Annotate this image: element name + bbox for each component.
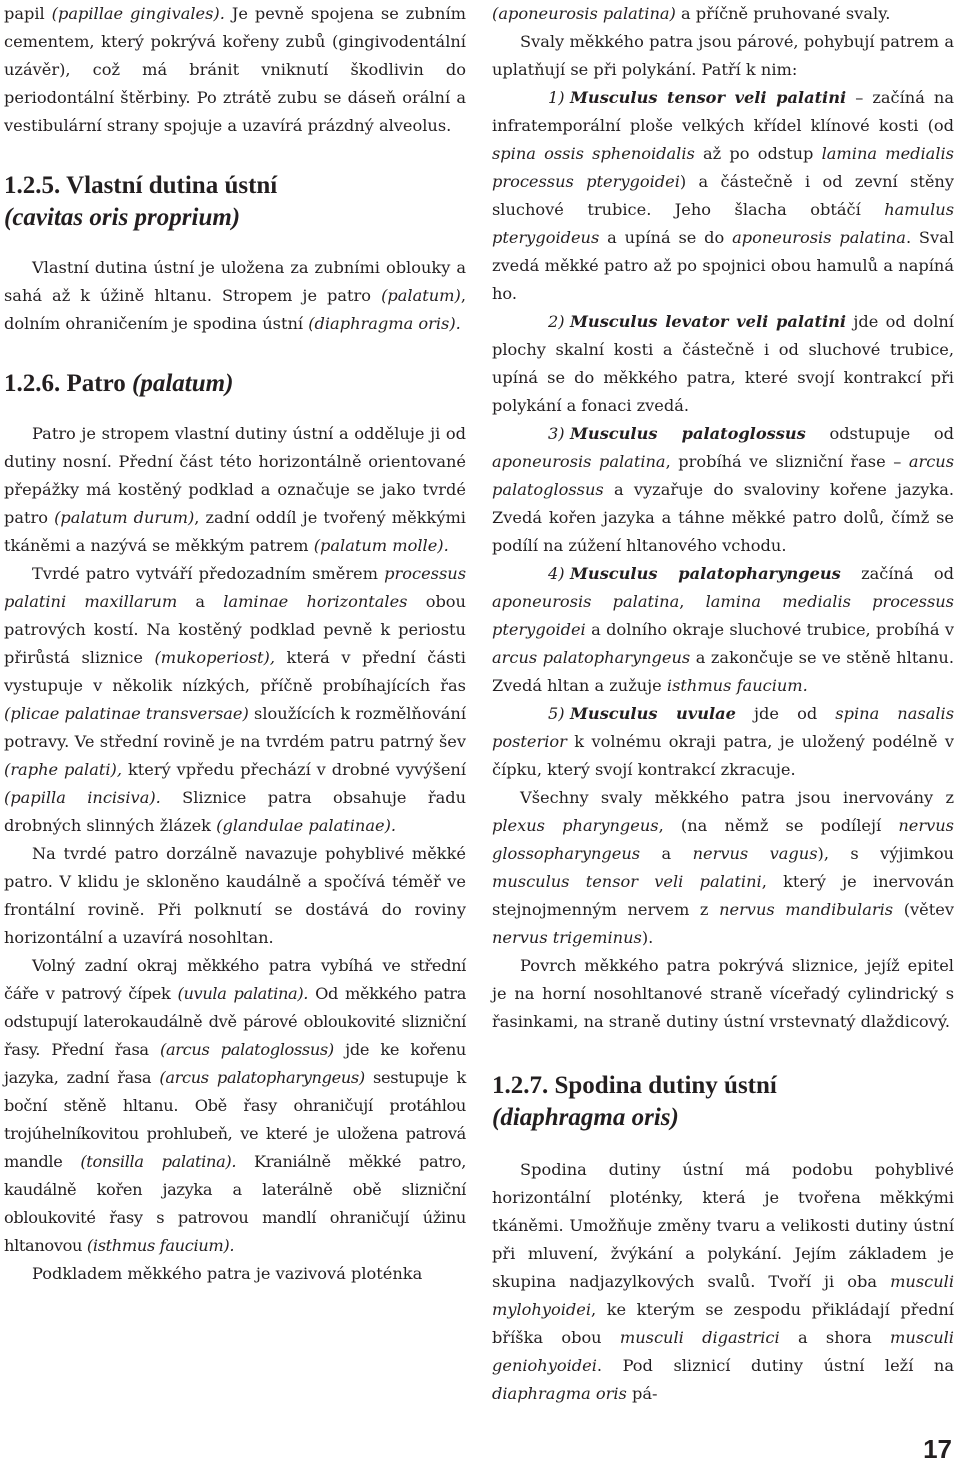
latin-term: aponeurosis palatina	[732, 228, 906, 247]
text-run: papil	[4, 4, 52, 23]
text-run: . Sval zvedá měkké patro až po spojnici obou hamulů a napíná ho.	[492, 228, 954, 303]
section-number: 1.2.6.	[4, 370, 61, 397]
latin-term: (papilla incisiva).	[4, 788, 161, 807]
latin-term: laminae horizontales	[223, 592, 408, 611]
latin-term: (palatum)	[381, 286, 461, 305]
text-run: , který je inervován stejnojmenným nervem z	[492, 872, 954, 919]
latin-term: musculi digastrici	[619, 1328, 780, 1347]
text-run: ).	[641, 928, 654, 947]
text-run: Svaly měkkého patra jsou párové, pohybují patrem a uplatňují se při polykání. Patří k nim:	[492, 32, 954, 79]
text-run: , dolním ohraničením je spodina ústní	[4, 286, 466, 333]
text-run: pá-	[626, 1384, 658, 1403]
text-run: , ke kterým se zespodu přikládají přední bříška obou	[492, 1300, 954, 1347]
latin-term: aponeurosis palatina	[492, 592, 680, 611]
latin-term: (isthmus faucium).	[86, 1236, 235, 1255]
text-run: (větev	[893, 900, 954, 919]
text-run: jde od dolní plochy skalní kosti a částečně i od sluchové trubice, upíná se do měkkého patra, které svojí kontrakcí při polykání a fonaci zvedá.	[492, 312, 954, 415]
text-run: Tvrdé patro vytváří předozadním směrem	[32, 564, 385, 583]
text-run: a zakončuje se ve stěně hltanu. Zvedá hltan a zužuje	[492, 648, 954, 695]
paragraph	[4, 560, 466, 840]
paragraph	[4, 254, 466, 338]
text-run: Povrch měkkého patra pokrývá sliznice, jejíž epitel je na horní nosohltanové straně víceřadý cylindrický s řasinkami, na straně dutiny ústní vrstevnatý dlaždicový.	[492, 956, 954, 1031]
latin-term: (raphe palati),	[4, 760, 122, 779]
latin-term: plexus pharyngeus	[492, 816, 659, 835]
text-run: a	[177, 592, 224, 611]
section-heading-1-2-5	[4, 170, 466, 234]
text-run: sloužících k rozmělňování potravy. Ve střední rovině je na tvrdém patru patrný šev	[4, 704, 467, 751]
item-number: 2)	[548, 312, 565, 331]
text-run: Je pevně spojena se zubním cementem, který pokrývá kořeny zubů (gingivodentální uzávěr), což má bránit vniknutí škodlivin do periodontální štěrbiny. Po ztrátě zubu se dáseň orální a vestibulární strany spojuje a uzavírá prázdný alveolus.	[4, 4, 466, 135]
latin-term: nervus vagus	[692, 844, 818, 863]
latin-term: (palatum molle).	[313, 536, 449, 555]
latin-term: (aponeurosis palatina)	[492, 4, 676, 23]
paragraph	[4, 0, 466, 140]
latin-term: spina nasalis posterior	[492, 704, 955, 751]
latin-term: (mukoperiost),	[154, 648, 275, 667]
text-run: až po odstup	[694, 144, 822, 163]
section-heading-1-2-6	[4, 368, 466, 400]
text-run: a dolního okraje sluchové trubice, probíhá v	[585, 620, 954, 639]
text-run: a upíná se do	[599, 228, 733, 247]
section-latin-title: (diaphragma oris)	[492, 1104, 679, 1131]
text-run: Od měkkého patra odstupují laterokaudálně dvě párové obloukovité slizniční řasy. Přední řasa	[4, 984, 466, 1059]
paragraph	[4, 420, 466, 560]
section-title: Vlastní dutina ústní	[66, 172, 278, 199]
text-run: začíná od	[840, 564, 954, 583]
paragraph	[492, 784, 954, 952]
text-run: odstupuje od	[805, 424, 954, 443]
text-run: a vyzařuje do svaloviny kořene jazyka. Zvedá kořen jazyka a táhne měkké patro dolů, čímž se podílí na zúžení hltanového vchodu.	[492, 480, 954, 555]
latin-term: arcus palatoglossus	[492, 452, 954, 499]
paragraph	[492, 28, 954, 84]
text-run: ), s výjimkou	[817, 844, 954, 863]
section-number: 1.2.7.	[492, 1072, 549, 1099]
latin-term: processus palatini maxillarum	[4, 564, 466, 611]
section-title: Spodina dutiny ústní	[554, 1072, 777, 1099]
muscle-item	[492, 560, 954, 700]
text-run: obou patrových kostí. Na kostěný podklad pevně k periostu přirůstá sliznice	[4, 592, 466, 667]
text-run: a shora	[779, 1328, 891, 1347]
latin-term: (arcus palatopharyngeus)	[159, 1068, 365, 1087]
text-run: Podkladem měkkého patra je vazivová ploténka	[32, 1264, 423, 1283]
item-number: 1)	[548, 88, 565, 107]
latin-term: aponeurosis palatina	[492, 452, 666, 471]
paragraph	[492, 952, 954, 1036]
paragraph	[492, 0, 954, 28]
item-number: 5)	[548, 704, 565, 723]
latin-term: lamina medialis processus pterygoidei	[492, 592, 954, 639]
text-run: , (na němž se podílejí	[658, 816, 899, 835]
latin-term: musculi mylohyoidei	[492, 1272, 954, 1319]
text-run: , zadní oddíl je tvořený měkkými tkáněmi a nazývá se měkkým patrem	[4, 508, 466, 555]
section-latin-title: (cavitas oris proprium)	[4, 204, 241, 231]
latin-term: musculus tensor veli palatini	[492, 872, 762, 891]
latin-term: hamulus pterygoideus	[492, 200, 954, 247]
paragraph	[4, 1260, 466, 1288]
muscle-item	[492, 420, 954, 560]
text-run: a	[640, 844, 693, 863]
latin-term: nervus glossopharyngeus	[492, 816, 954, 863]
muscle-name: Musculus palatopharyngeus	[570, 564, 841, 583]
muscle-item	[492, 700, 954, 784]
text-run: sestupuje k boční stěně hltanu. Obě řasy ohraničují protáhlou trojúhelníkovitou prohlubeň, ve které je uložena patrová mandle	[4, 1068, 466, 1171]
text-run: Spodina dutiny ústní má podobu pohyblivé horizontální ploténky, která je tvořena měkkými tkáněmi. Umožňuje změny tvaru a velikosti dutiny ústní při mluvení, žvýkání a polykání. Jejím základem je skupina nadjazylkových svalů. Tvoří ji oba	[492, 1160, 954, 1291]
text-run: – začíná na infratemporální ploše velkých křídel klínové kosti (od	[492, 88, 955, 135]
latin-term: (papillae gingivales).	[51, 4, 225, 23]
muscle-name: Musculus uvulae	[570, 704, 736, 723]
latin-term: (arcus palatoglossus)	[160, 1040, 334, 1059]
muscle-name: Musculus palatoglossus	[570, 424, 806, 443]
paragraph	[492, 1156, 954, 1408]
text-run: která v přední části vystupuje v několik nízkých, příčně probíhajících řas	[4, 648, 466, 695]
item-number: 3)	[548, 424, 565, 443]
text-run: Patro je stropem vlastní dutiny ústní a odděluje ji od dutiny nosní. Přední část této horizontálně orientované přepážky má kostěný podklad a označuje se jako tvrdé patro	[4, 424, 466, 527]
page-number: 17	[923, 1434, 952, 1464]
latin-term: isthmus faucium.	[666, 676, 808, 695]
section-heading-1-2-7	[492, 1070, 954, 1134]
text-run: ) a částečně i od zevní stěny sluchové trubice. Jeho šlacha obtáčí	[492, 172, 955, 219]
text-run: ,	[679, 592, 706, 611]
text-run: k volnému okraji patra, je uložený podélně v čípku, který svojí kontrakcí zkracuje.	[492, 732, 954, 779]
latin-term: (tonsilla palatina).	[80, 1152, 237, 1171]
latin-term: nervus trigeminus	[492, 928, 642, 947]
muscle-name: Musculus tensor veli palatini	[570, 88, 847, 107]
muscle-item	[492, 308, 954, 420]
text-run: Všechny svaly měkkého patra jsou inervovány z	[520, 788, 954, 807]
latin-term: (plicae palatinae transversae)	[4, 704, 249, 723]
latin-term: arcus palatopharyngeus	[492, 648, 691, 667]
muscle-name: Musculus levator veli palatini	[570, 312, 847, 331]
text-run: Na tvrdé patro dorzálně navazuje pohyblivé měkké patro. V klidu je skloněno kaudálně a spočívá téměř ve frontální rovině. Při polknutí se dostává do roviny horizontální a uzavírá nosohltan.	[4, 844, 466, 947]
paragraph	[4, 952, 466, 1260]
latin-term: lamina medialis processus pterygoidei	[492, 144, 954, 191]
text-run: jde ke kořenu jazyka, zadní řasa	[4, 1040, 466, 1087]
latin-term: (diaphragma oris).	[308, 314, 461, 333]
item-number: 4)	[548, 564, 565, 583]
text-run: Kraniálně měkké patro, kaudálně kořen jazyka a laterálně obě slizniční obloukovité řasy s patrovou mandlí ohraničují úžinu hltanovou	[4, 1152, 466, 1255]
latin-term: spina ossis sphenoidalis	[492, 144, 695, 163]
section-latin-title: (palatum)	[132, 370, 234, 397]
latin-term: diaphragma oris	[492, 1384, 627, 1403]
section-title: Patro	[66, 370, 126, 397]
section-number: 1.2.5.	[4, 172, 61, 199]
text-run: který vpředu přechází v drobné vyvýšení	[122, 760, 466, 779]
text-run: a příčně pruhované svaly.	[675, 4, 891, 23]
left-column	[4, 0, 466, 1288]
text-run: Vlastní dutina ústní je uložena za zubními oblouky a sahá až k úžině hltanu. Stropem je patro	[4, 258, 466, 305]
text-run: Sliznice patra obsahuje řadu drobných slinných žlázek	[4, 788, 467, 835]
latin-term: nervus mandibularis	[719, 900, 894, 919]
text-run: jde od	[735, 704, 836, 723]
paragraph	[4, 840, 466, 952]
right-column	[492, 0, 954, 1408]
text-run: . Pod sliznicí dutiny ústní leží na	[596, 1356, 954, 1375]
latin-term: (uvula palatina).	[177, 984, 309, 1003]
latin-term: (palatum durum)	[54, 508, 195, 527]
text-run: Volný zadní okraj měkkého patra vybíhá ve střední čáře v patrový čípek	[4, 956, 466, 1003]
text-run: , probíhá ve slizniční řase –	[665, 452, 909, 471]
latin-term: (glandulae palatinae).	[216, 816, 397, 835]
muscle-item	[492, 84, 954, 308]
latin-term: musculi geniohyoidei	[492, 1328, 954, 1375]
